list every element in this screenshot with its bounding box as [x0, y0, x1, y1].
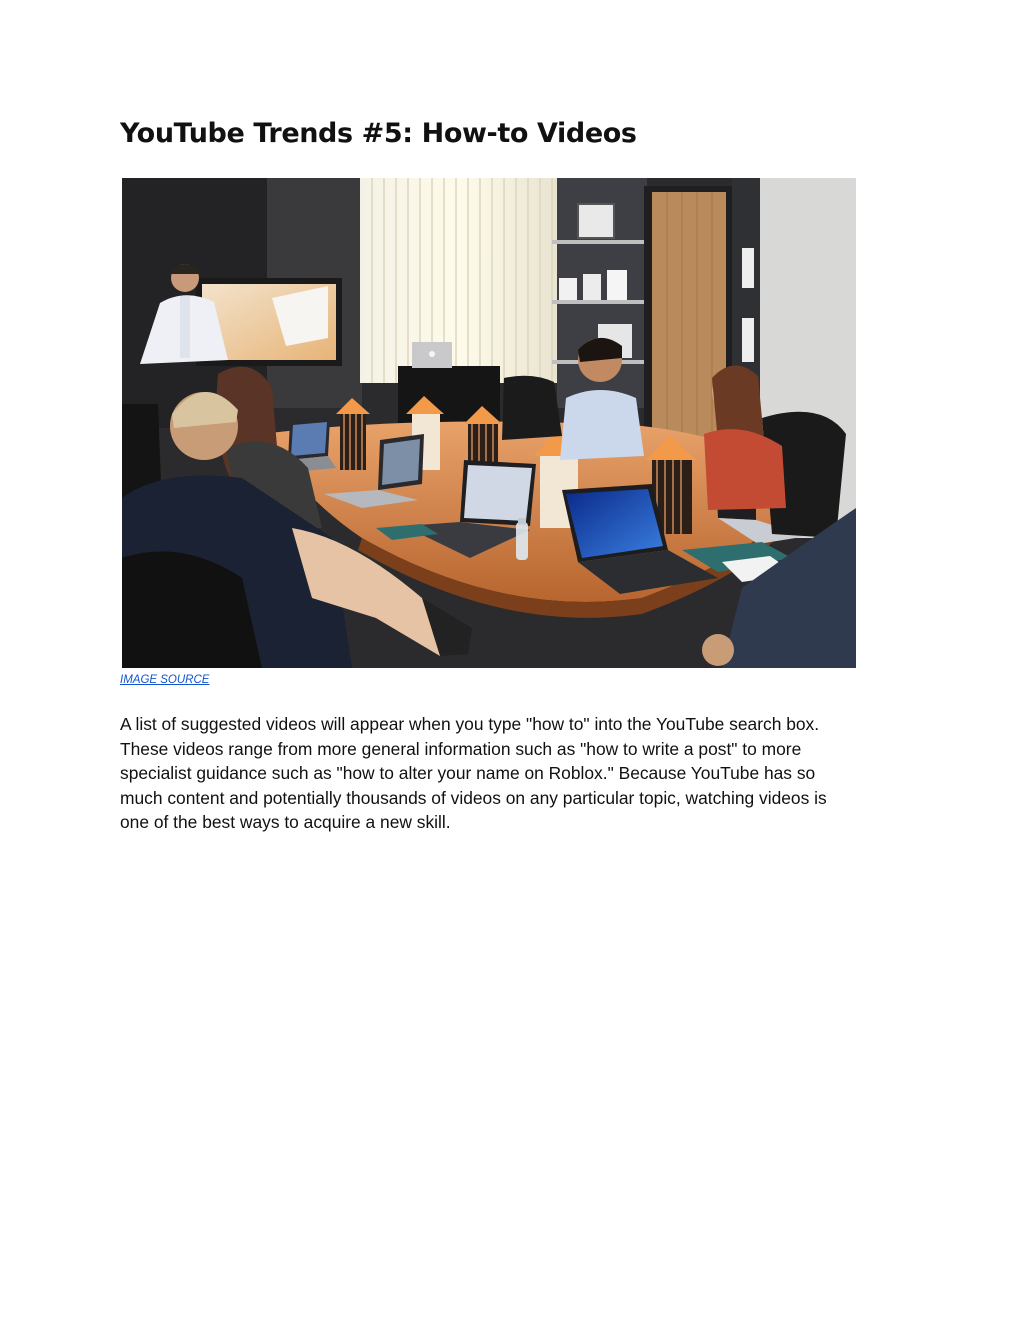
- paragraph-line: A list of suggested videos will appear when you type "how to" into the YouTube search box.: [120, 714, 820, 734]
- article-paragraph: [120, 712, 890, 835]
- paragraph-line: much content and potentially thousands of videos on any particular topic, watching videos is: [120, 787, 827, 808]
- meeting-room-photo: [122, 178, 856, 668]
- image-source-link[interactable]: IMAGE SOURCE: [120, 674, 210, 686]
- paragraph-line: one of the best ways to acquire a new skill.: [120, 812, 451, 833]
- article-heading: YouTube Trends #5: How-to Videos: [120, 118, 637, 149]
- paragraph-line: specialist guidance such as "how to alter your name on Roblox." Because YouTube has so: [120, 763, 816, 784]
- paragraph-line: These videos range from more general information such as "how to write a post" to more: [120, 738, 802, 759]
